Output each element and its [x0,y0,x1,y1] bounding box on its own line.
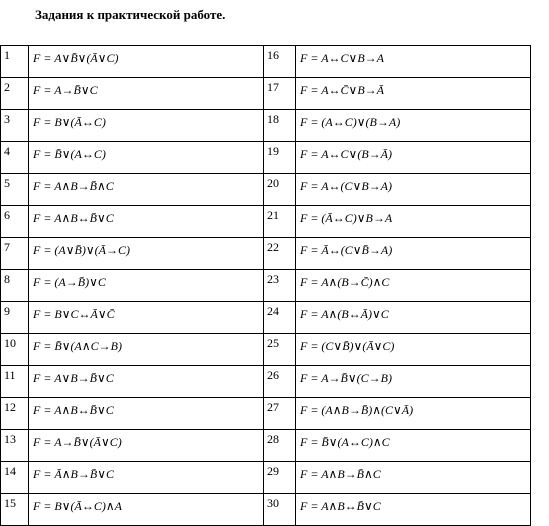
task-number: 11 [1,366,29,398]
task-number: 13 [1,430,29,462]
task-number: 7 [1,238,29,270]
task-formula: F = A→B̄∨(Ā∨C) [29,430,264,462]
table-row [1,142,531,174]
task-number: 4 [1,142,29,174]
task-formula: F = A∧B↔B̄∨C [29,398,264,430]
task-formula: F = (A→B̄)∨C [29,270,264,302]
task-number: 28 [264,430,296,462]
table-row [1,238,531,270]
tasks-table [0,45,531,526]
task-formula: F = A∨B→B̄∨C [29,366,264,398]
task-formula: F = A∧B↔B̄∨C [29,206,264,238]
task-formula: F = B∨(Ā↔C)∧A [29,494,264,526]
task-number: 3 [1,110,29,142]
task-formula: F = A∧(B→C̄)∧C [296,270,531,302]
task-number: 22 [264,238,296,270]
task-formula: F = A↔C∨(B→Ā) [296,142,531,174]
task-formula: F = A∧B→B̄∧C [296,462,531,494]
task-number: 26 [264,366,296,398]
task-formula: F = (C∨B̄)∨(Ā∨C) [296,334,531,366]
task-formula: F = A∨B̄∨(Ā∨C) [29,46,264,78]
task-formula: F = B̄∨(A↔C) [29,142,264,174]
task-number: 14 [1,462,29,494]
table-row [1,206,531,238]
task-formula: F = A→B̄∨(C→B) [296,366,531,398]
task-number: 29 [264,462,296,494]
task-formula: F = Ā↔(C∨B̄→A) [296,238,531,270]
task-formula: F = B∨C↔Ā∨C̄ [29,302,264,334]
task-formula: F = A∧B→B̄∧C [29,174,264,206]
table-row [1,270,531,302]
task-number: 20 [264,174,296,206]
table-row [1,174,531,206]
task-number: 6 [1,206,29,238]
table-row [1,334,531,366]
task-number: 8 [1,270,29,302]
task-formula: F = (A↔C)∨(B→A) [296,110,531,142]
task-formula: F = B̄∨(A↔C)∧C [296,430,531,462]
table-row [1,302,531,334]
table-row [1,494,531,526]
task-number: 18 [264,110,296,142]
task-number: 15 [1,494,29,526]
task-formula: F = B̄∨(A∧C→B) [29,334,264,366]
task-formula: F = (Ā↔C)∨B→A [296,206,531,238]
page-heading: Задания к практической работе. [35,7,226,22]
task-formula: F = (A∧B→B̄)∧(C∨Ā) [296,398,531,430]
task-number: 12 [1,398,29,430]
task-number: 30 [264,494,296,526]
task-number: 21 [264,206,296,238]
task-number: 16 [264,46,296,78]
task-number: 27 [264,398,296,430]
task-formula: F = A→B̄∨C [29,78,264,110]
table-row [1,78,531,110]
task-number: 2 [1,78,29,110]
task-number: 23 [264,270,296,302]
table-row [1,430,531,462]
task-number: 19 [264,142,296,174]
task-number: 10 [1,334,29,366]
task-formula: F = A↔C∨B→A [296,46,531,78]
task-formula: F = B∨(Ā↔C) [29,110,264,142]
task-formula: F = Ā∧B→B̄∨C [29,462,264,494]
task-formula: F = (A∨B̄)∨(Ā→C) [29,238,264,270]
task-number: 24 [264,302,296,334]
table-row [1,46,531,78]
task-formula: F = A∧(B↔Ā)∨C [296,302,531,334]
table-row [1,110,531,142]
table-row [1,366,531,398]
task-number: 17 [264,78,296,110]
table-row [1,462,531,494]
task-formula: F = A↔C̄∨B→Ā [296,78,531,110]
task-formula: F = A↔(C∨B→A) [296,174,531,206]
task-formula: F = A∧B↔B̄∨C [296,494,531,526]
task-number: 5 [1,174,29,206]
table-row [1,398,531,430]
task-number: 9 [1,302,29,334]
task-number: 1 [1,46,29,78]
task-number: 25 [264,334,296,366]
